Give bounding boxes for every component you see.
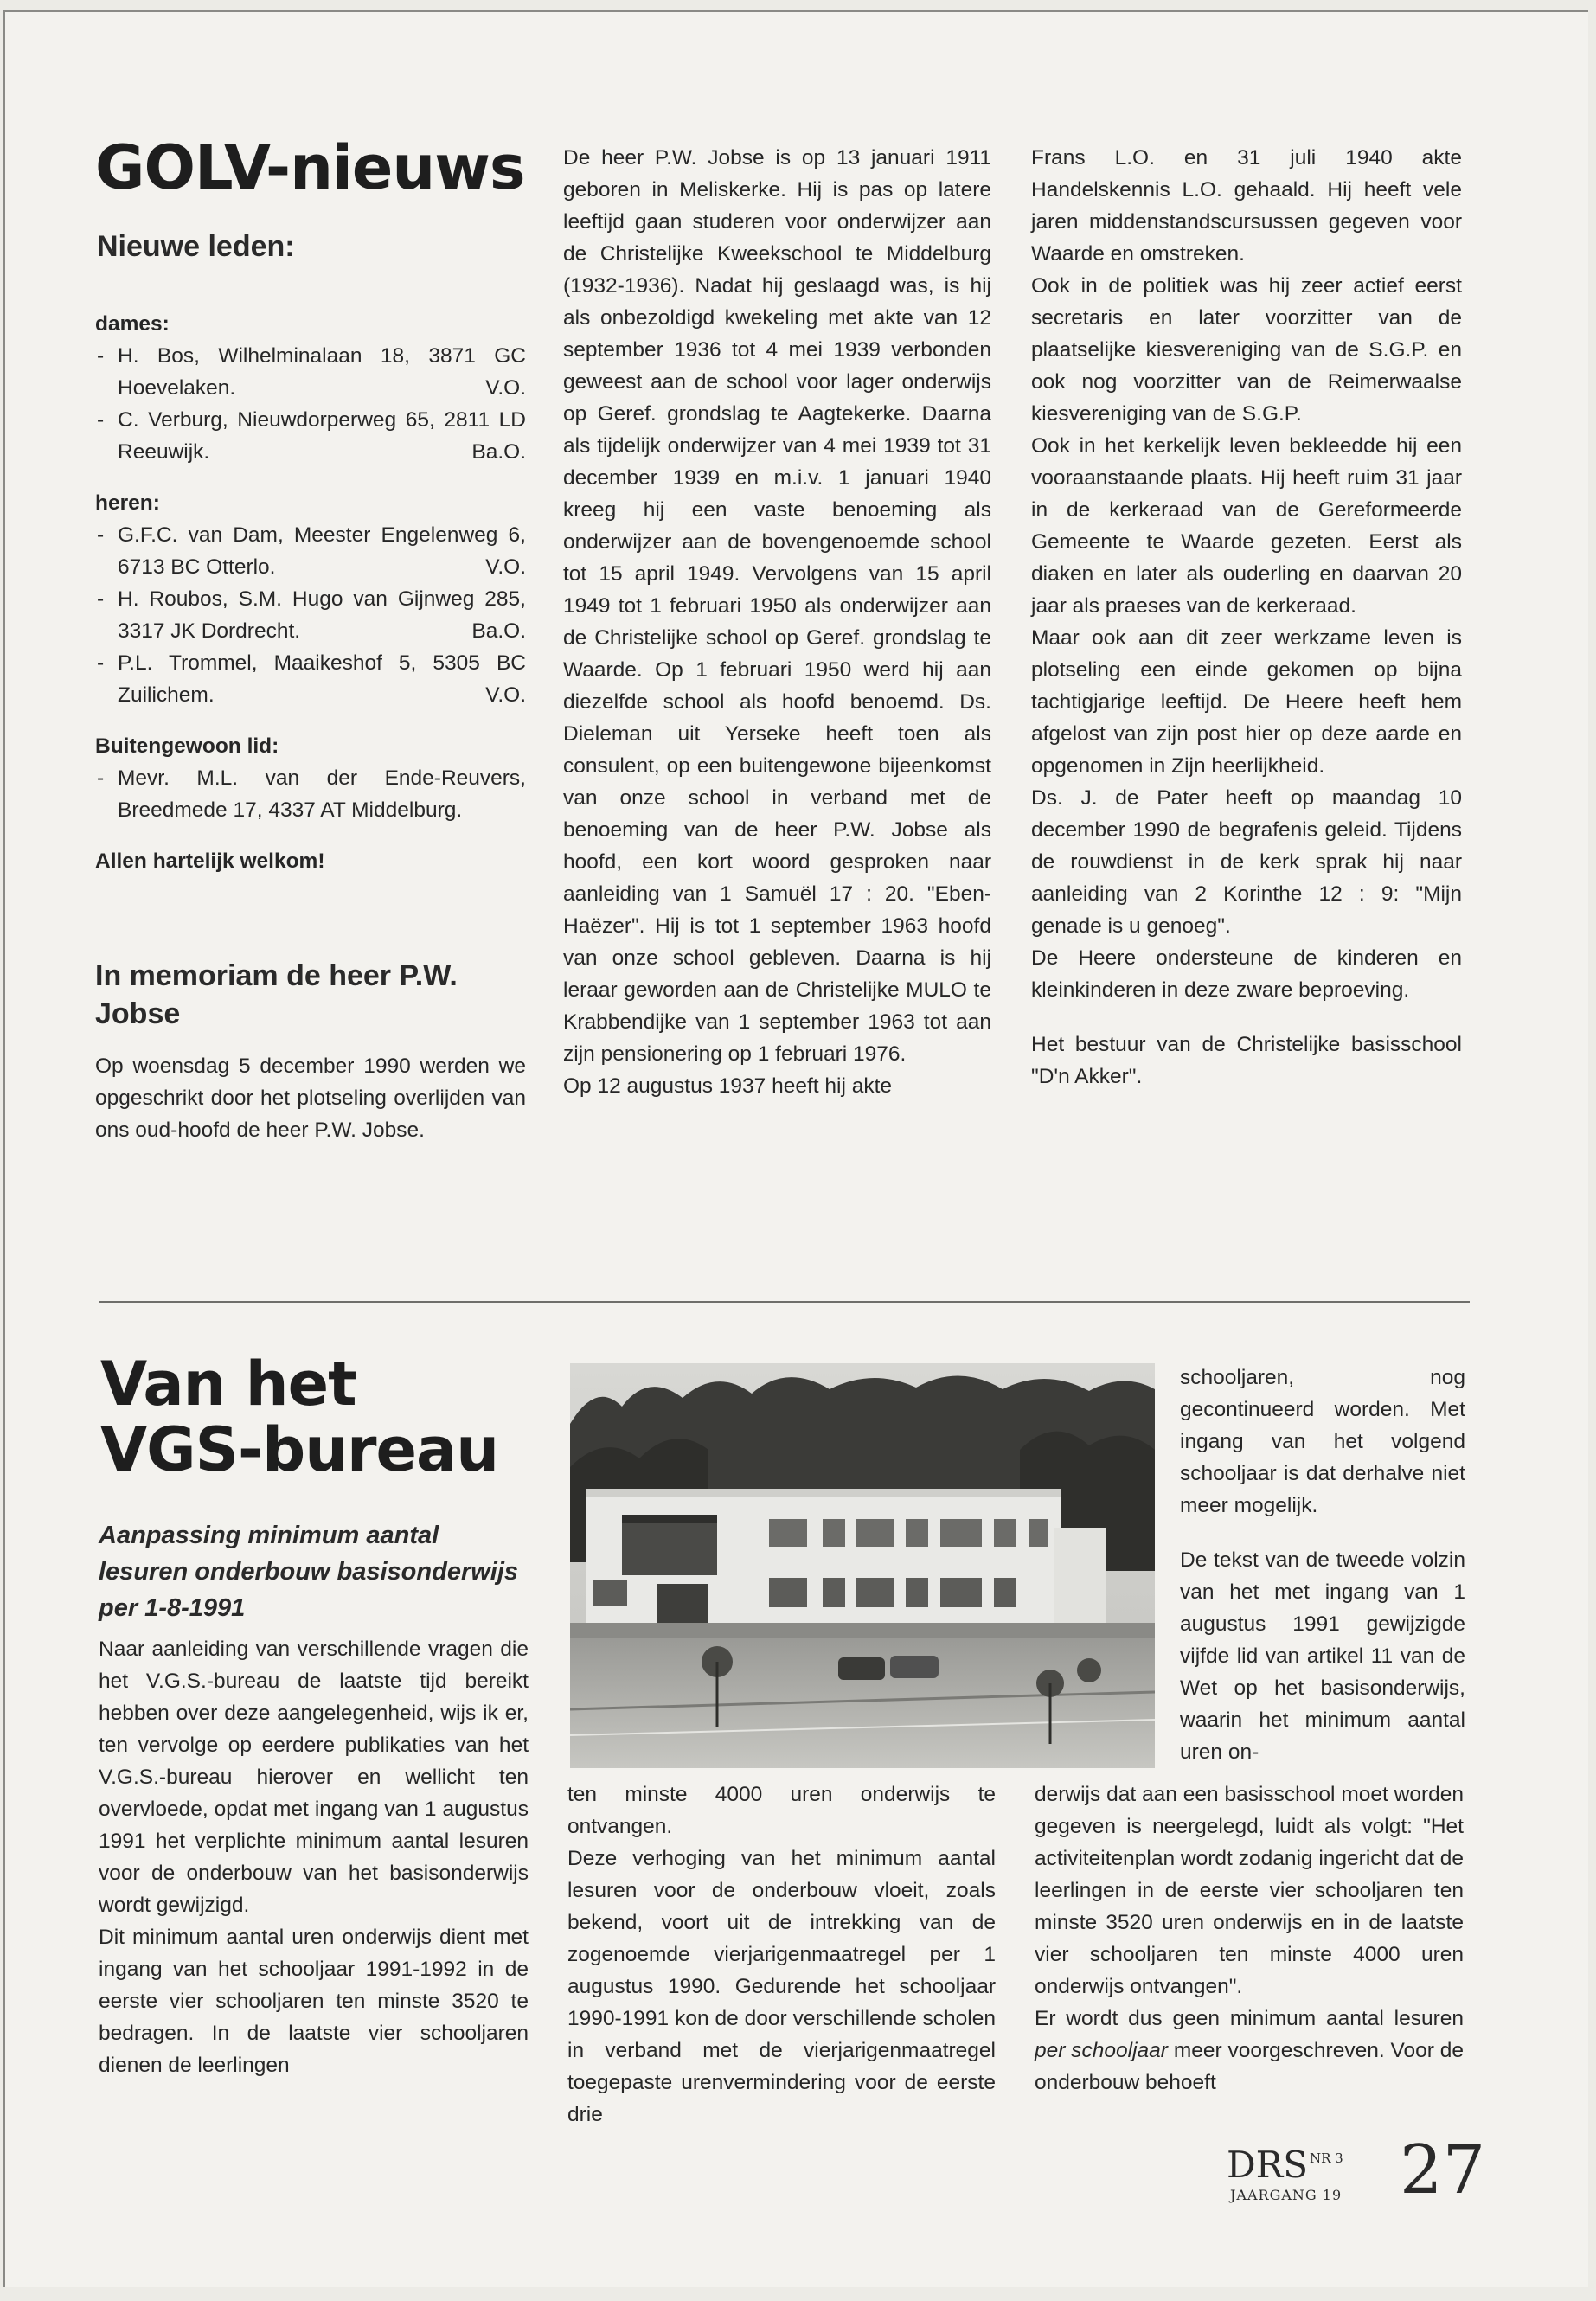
new-members-heading: Nieuwe leden: xyxy=(97,230,295,263)
paragraph: De heer P.W. Jobse is op 13 januari 1911 geboren in Meliskerke. Hij is pas op latere leeftijd gaan studeren voor onderwijzer aan de Christelijke Kweekschool te Middelburg (1932-1936). Nadat hij geslaagd was, is hij als onbezoldigd kwekeling met akte van 12 september 1936 tot 4 mei 1939 verbonden geweest aan de school voor lager onderwijs op Geref. grondslag te Aagtekerke. Daarna als tijdelijk onderwijzer van 4 mei 1939 tot 31 december 1939 en m.i.v. 1 januari 1940 kreeg hij een vaste benoeming als onderwijzer aan de bovengenoemde school tot 15 april 1949. Vervolgens van 15 april 1949 tot 1 februari 1950 als onderwijzer aan de Christelijke school op Geref. grondslag te Waarde. Op 1 februari 1950 werd hij aan diezelfde school als hoofd benoemd. Ds. Dieleman uit Yerseke heeft toen als consulent, op een buitengewone bijeenkomst van onze school in verband met de benoeming van de heer P.W. Jobse als hoofd, een kort woord gesproken naar aanleiding van 1 Samuël 17 : 20. "Eben-Haëzer". Hij is tot 1 september 1963 hoofd van onze school gebleven. Daarna is hij leraar geworden aan de Christelijke MULO te Krabbendijke van 1 september 1963 tot aan zijn pensionering op 1 februari 1976. xyxy=(563,146,991,1066)
paragraph: schooljaren, nog gecontinueerd worden. Met ingang van het volgend schooljaar is dat derhalve niet meer mogelijk. xyxy=(1180,1366,1465,1517)
paragraph: Dit minimum aantal uren onderwijs dient met ingang van het schooljaar 1991-1992 in de eerste vier schooljaren ten minste 3520 te bedragen. In de laatste vier schooljaren dienen de leerlingen xyxy=(99,1926,529,2077)
memoriam-column-3 xyxy=(1031,142,1462,1093)
magazine-name: DRS xyxy=(1227,2144,1309,2186)
memoriam-signature: Het bestuur van de Christelijke basisschool "D'n Akker". xyxy=(1031,1033,1462,1088)
emphasis: per schooljaar xyxy=(1035,2039,1168,2062)
vgs-subheading: Aanpassing minimum aantal lesuren onderbouw basisonderwijs per 1-8-1991 xyxy=(99,1522,519,1622)
section-divider xyxy=(99,1301,1470,1303)
member-item: - Mevr. M.L. van der Ende-Reuvers, Breedmede 17, 4337 AT Middelburg. xyxy=(95,762,526,826)
vgs-column-1 xyxy=(99,1517,529,2081)
dames-label: dames: xyxy=(95,312,170,336)
school-building-illustration xyxy=(570,1363,1155,1768)
paragraph: Op 12 augustus 1937 heeft hij akte xyxy=(563,1074,893,1098)
paragraph: Ds. J. de Pater heeft op maandag 10 december 1990 de begrafenis geleid. Tijdens de rouwdienst in de kerk sprak hij naar aanleiding van 2 Korinthe 12 : 9: "Mijn genade is u genoeg". xyxy=(1031,786,1462,938)
member-item: - P.L. Trommel, Maaikeshof 5, 5305 BC Zuilichem. V.O. xyxy=(95,647,526,711)
issue-number: NR 3 xyxy=(1310,2150,1343,2166)
paragraph: Ook in de politiek was hij zeer actief eerst secretaris en later voorzitter van de plaatselijke kiesvereniging van de S.G.P. en ook nog voorzitter van de Reimerwaalse kiesvereniging van de S.G.P. xyxy=(1031,274,1462,426)
paragraph: De Heere ondersteune de kinderen en kleinkinderen in deze zware beproeving. xyxy=(1031,946,1462,1002)
page-number: 27 xyxy=(1400,2131,1486,2209)
dames-list xyxy=(95,340,526,468)
golv-column xyxy=(95,308,526,1146)
heren-list xyxy=(95,519,526,711)
paragraph: ten minste 4000 uren onderwijs te ontvangen. xyxy=(567,1783,996,1838)
vgs-column-3-bottom xyxy=(1035,1779,1464,2099)
memoriam-column-2 xyxy=(563,142,991,1102)
member-item: - G.F.C. van Dam, Meester Engelenweg 6, 6713 BC Otterlo. V.O. xyxy=(95,519,526,583)
buitengewoon-list xyxy=(95,762,526,826)
paragraph: De tekst van de tweede volzin van het met ingang van 1 augustus 1991 gewijzigde vijfde lid van artikel 11 van de Wet op het basisonderwijs, waarin het minimum aantal uren on- xyxy=(1180,1548,1465,1764)
volume-label: JAARGANG 19 xyxy=(1230,2187,1343,2203)
heren-label: heren: xyxy=(95,491,160,515)
buitengewoon-label: Buitengewoon lid: xyxy=(95,734,279,758)
memoriam-intro: Op woensdag 5 december 1990 werden we opgeschrikt door het plotseling overlijden van ons oud-hoofd de heer P.W. Jobse. xyxy=(95,1054,526,1142)
paragraph: Er wordt dus geen minimum aantal lesuren per schooljaar meer voorgeschreven. Voor de onderbouw behoeft xyxy=(1035,2007,1465,2094)
paragraph: Maar ook aan dit zeer werkzame leven is plotseling een einde gekomen op bijna tachtigjarige leeftijd. De Heere heeft hem afgelost van zijn post hier op deze aarde en opgenomen in Zijn heerlijkheid. xyxy=(1031,626,1462,778)
magazine-page xyxy=(3,10,1588,2287)
paragraph: Frans L.O. en 31 juli 1940 akte Handelskennis L.O. gehaald. Hij heeft vele jaren middenstandscursussen gegeven voor Waarde en omstreken. xyxy=(1031,146,1462,266)
member-item: - H. Bos, Wilhelminalaan 18, 3871 GC Hoevelaken. V.O. xyxy=(95,340,526,404)
member-item: - H. Roubos, S.M. Hugo van Gijnweg 285, 3317 JK Dordrecht. Ba.O. xyxy=(95,583,526,647)
vgs-title: Van het VGS-bureau xyxy=(100,1349,499,1485)
paragraph: derwijs dat aan een basisschool moet worden gegeven is neergelegd, luidt als volgt: "Het activiteitenplan wordt zodanig ingericht dat de leerlingen in de eerste vier schooljaren ten minste 3520 uren onderwijs en in de laatste vier schooljaren ten minste 4000 uren onderwijs ontvangen". xyxy=(1035,1783,1464,1998)
golv-title: GOLV-nieuws xyxy=(95,132,525,203)
welcome-text: Allen hartelijk welkom! xyxy=(95,849,325,873)
member-item: - C. Verburg, Nieuwdorperweg 65, 2811 LD Reeuwijk. Ba.O. xyxy=(95,404,526,468)
paragraph: Naar aanleiding van verschillende vragen die het V.G.S.-bureau de laatste tijd bereikt hebben over deze aangelegenheid, wijs ik er, ten vervolge op eerdere publikaties van het V.G.S.-bureau hierover en wellicht ten overvloede, opdat met ingang van 1 augustus 1991 het verplichte minimum aantal lesuren voor de onderbouw van het basisonderwijs wordt gewijzigd. xyxy=(99,1638,529,1917)
school-building-photo xyxy=(570,1363,1155,1768)
paragraph: Deze verhoging van het minimum aantal lesuren voor de onderbouw vloeit, zoals bekend, voort uit de intrekking van de zogenoemde vierjarigenmaatregel per 1 augustus 1990. Gedurende het schooljaar 1990-1991 kon de door verschillende scholen in verband met de vierjarigenmaatregel toegepaste urenvermindering voor de eerste drie xyxy=(567,1847,996,2126)
memoriam-heading: In memoriam de heer P.W. Jobse xyxy=(95,959,458,1030)
vgs-column-2 xyxy=(567,1779,996,2131)
vgs-column-3-top xyxy=(1180,1362,1465,1768)
paragraph: Ook in het kerkelijk leven bekleedde hij een vooraanstaande plaats. Hij heeft ruim 31 jaar in de kerkeraad van de Gereformeerde Gemeente te Waarde gezeten. Eerst als diaken en later als ouderling en daarvan 20 jaar als praeses van de kerkeraad. xyxy=(1031,434,1462,618)
